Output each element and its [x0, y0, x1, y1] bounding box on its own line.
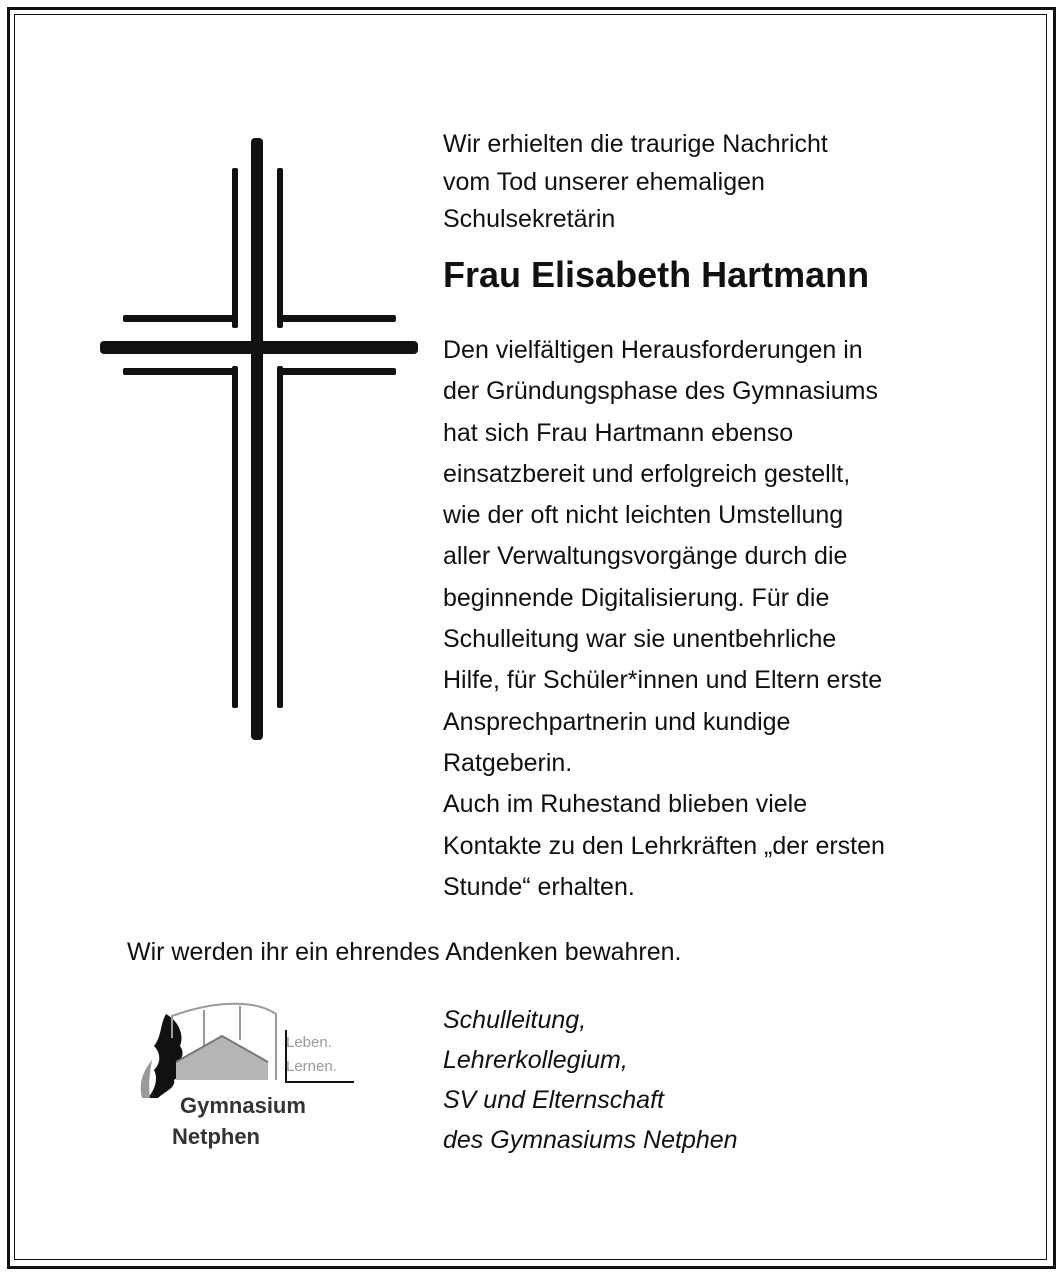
tribute-line: hat sich Frau Hartmann ebenso — [443, 418, 794, 447]
logo-tagline-leben: Leben. — [286, 1034, 332, 1051]
closing-line: Wir werden ihr ein ehrendes Andenken bewahren. — [127, 938, 682, 966]
tribute-line: Ratgeberin. — [443, 748, 573, 777]
signature-line: des Gymnasiums Netphen — [443, 1126, 738, 1154]
tribute-line: Auch im Ruhestand blieben viele — [443, 790, 808, 819]
school-logo — [136, 1000, 366, 1160]
intro-text — [443, 126, 963, 239]
intro-line: Schulsekretärin — [443, 205, 616, 233]
tribute-line: wie der oft nicht leichten Umstellung — [443, 501, 844, 530]
tribute-line: aller Verwaltungsvorgänge durch die — [443, 542, 848, 571]
tribute-line: Ansprechpartnerin und kundige — [443, 707, 791, 736]
signature-line: Lehrerkollegium, — [443, 1046, 628, 1074]
tribute-line: Stunde“ erhalten. — [443, 872, 635, 901]
logo-name-netphen: Netphen — [172, 1124, 260, 1149]
deceased-name: Frau Elisabeth Hartmann — [443, 254, 870, 295]
tribute-line: Schulleitung war sie unentbehrliche — [443, 625, 837, 654]
tribute-line: Kontakte zu den Lehrkräften „der ersten — [443, 831, 885, 860]
cross-icon — [96, 134, 422, 744]
logo-name-gymnasium: Gymnasium — [180, 1093, 306, 1118]
intro-line: Wir erhielten die traurige Nachricht — [443, 130, 828, 158]
logo-tagline-lernen: Lernen. — [286, 1058, 337, 1075]
tribute-line: der Gründungsphase des Gymnasiums — [443, 377, 878, 406]
signature-line: Schulleitung, — [443, 1006, 587, 1034]
tribute-line: Den vielfältigen Herausforderungen in — [443, 336, 863, 364]
tribute-text — [443, 330, 1003, 908]
tribute-line: Hilfe, für Schüler*innen und Eltern erste — [443, 666, 883, 695]
signature-line: SV und Elternschaft — [443, 1086, 664, 1114]
tribute-line: einsatzbereit und erfolgreich gestellt, — [443, 459, 851, 488]
intro-line: vom Tod unserer ehemaligen — [443, 167, 765, 196]
signature-block — [443, 1000, 738, 1160]
tribute-line: beginnende Digitalisierung. Für die — [443, 583, 830, 612]
